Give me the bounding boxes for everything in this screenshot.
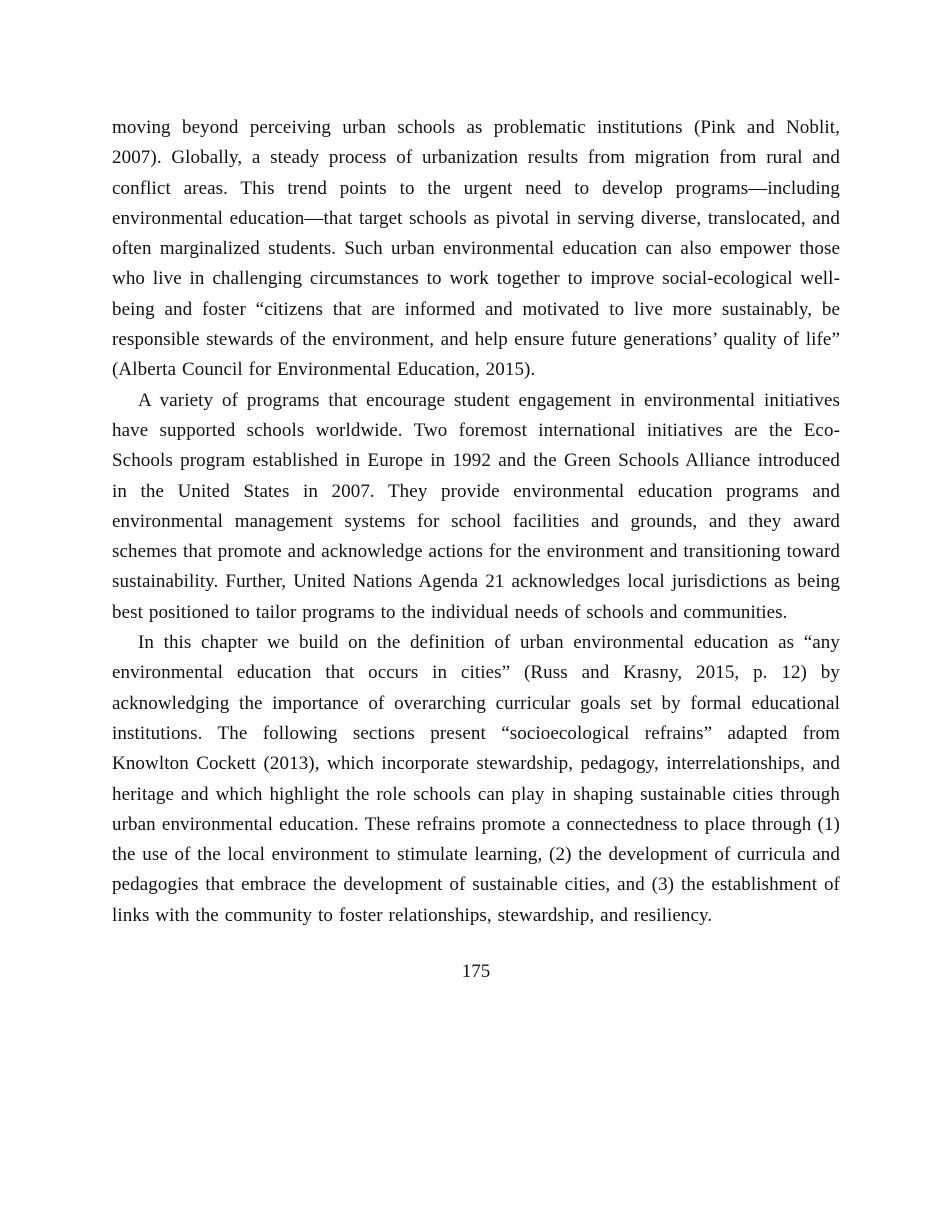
paragraph: moving beyond perceiving urban schools as problematic institutions (Pink and Noblit, 2007). Globally, a steady process of urbanization results from migration from rural and conflict areas. This trend points to the urgent need to develop programs—including environmental education—that target schools as pivotal in serving diverse, translocated, and often marginalized students. Such urban environmental education can also empower those who live in challenging circumstances to work together to improve social-ecological well-being and foster “citizens that are informed and motivated to live more sustainably, be responsible stewards of the environment, and help ensure future generations’ quality of life” (Alberta Council for Environmental Education, 2015). (112, 117, 840, 381)
paragraph: A variety of programs that encourage student engagement in environmental initiatives have supported schools worldwide. Two foremost international initiatives are the Eco-Schools program established in Europe in 1992 and the Green Schools Alliance introduced in the United States in 2007. They provide environmental education programs and environmental management systems for school facilities and grounds, and they award schemes that promote and acknowledge actions for the environment and transitioning toward sustainability. Further, United Nations Agenda 21 acknowledges local jurisdictions as being best positioned to tailor programs to the individual needs of schools and communities. (112, 389, 840, 623)
body-text-block (112, 113, 840, 931)
page-number: 175 (461, 961, 491, 983)
paragraph: In this chapter we build on the definition of urban environmental education as “any environmental education that occurs in cities” (Russ and Krasny, 2015, p. 12) by acknowledging the importance of overarching curricular goals set by formal educational institutions. The following sections present “socioecological refrains” adapted from Knowlton Cockett (2013), which incorporate stewardship, pedagogy, interrelationships, and heritage and which highlight the role schools can play in shaping sustainable cities through urban environmental education. These refrains promote a connectedness to place through (1) the use of the local environment to stimulate learning, (2) the development of curricula and pedagogies that embrace the development of sustainable cities, and (3) the establishment of links with the community to foster relationships, stewardship, and resiliency. (112, 632, 840, 926)
